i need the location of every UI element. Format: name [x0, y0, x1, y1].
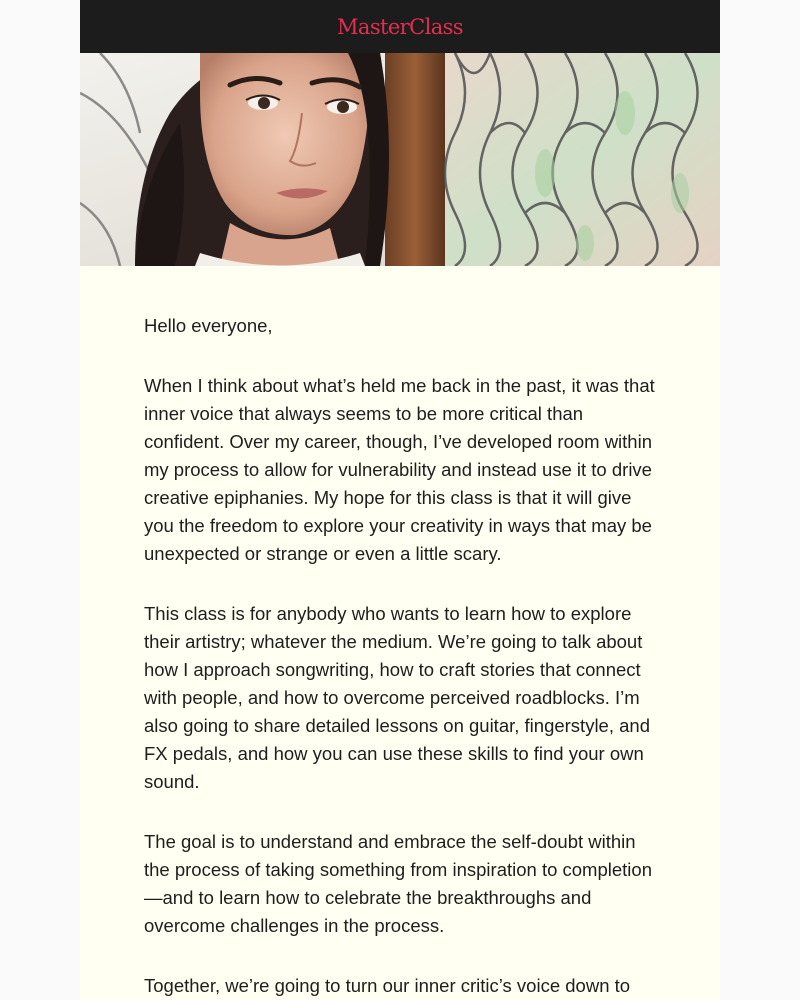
- email-container: [80, 0, 720, 1000]
- hero-image[interactable]: [80, 53, 720, 266]
- email-header: [80, 0, 720, 53]
- letter-paragraph: Together, we’re going to turn our inner critic’s voice down to: [144, 975, 631, 996]
- letter-paragraph: This class is for anybody who wants to learn how to explore their artistry; whatever the medium. We’re going to talk about how I approach songwriting, how to craft stories that connect with people, and how to overcome perceived roadblocks. I’m also going to share detailed lessons on guitar, fingerstyle, and FX pedals, and how you can use these skills to find your own sound.: [144, 603, 650, 792]
- letter-paragraph: The goal is to understand and embrace the self-doubt within the process of taking something from inspiration to completion—and to learn how to celebrate the breakthroughs and overcome challenges in the process.: [144, 831, 652, 936]
- letter-paragraph: When I think about what’s held me back in the past, it was that inner voice that always seems to be more critical than confident. Over my career, though, I’ve developed room within my process to allow for vulnerability and instead use it to drive creative epiphanies. My hope for this class is that it will give you the freedom to explore your creativity in ways that may be unexpected or strange or even a little scary.: [144, 375, 655, 564]
- masterclass-logo[interactable]: MasterClass: [337, 14, 463, 39]
- instructor-portrait-photo: [80, 53, 720, 266]
- greeting-text: Hello everyone,: [144, 315, 273, 336]
- letter-body: [80, 266, 720, 1000]
